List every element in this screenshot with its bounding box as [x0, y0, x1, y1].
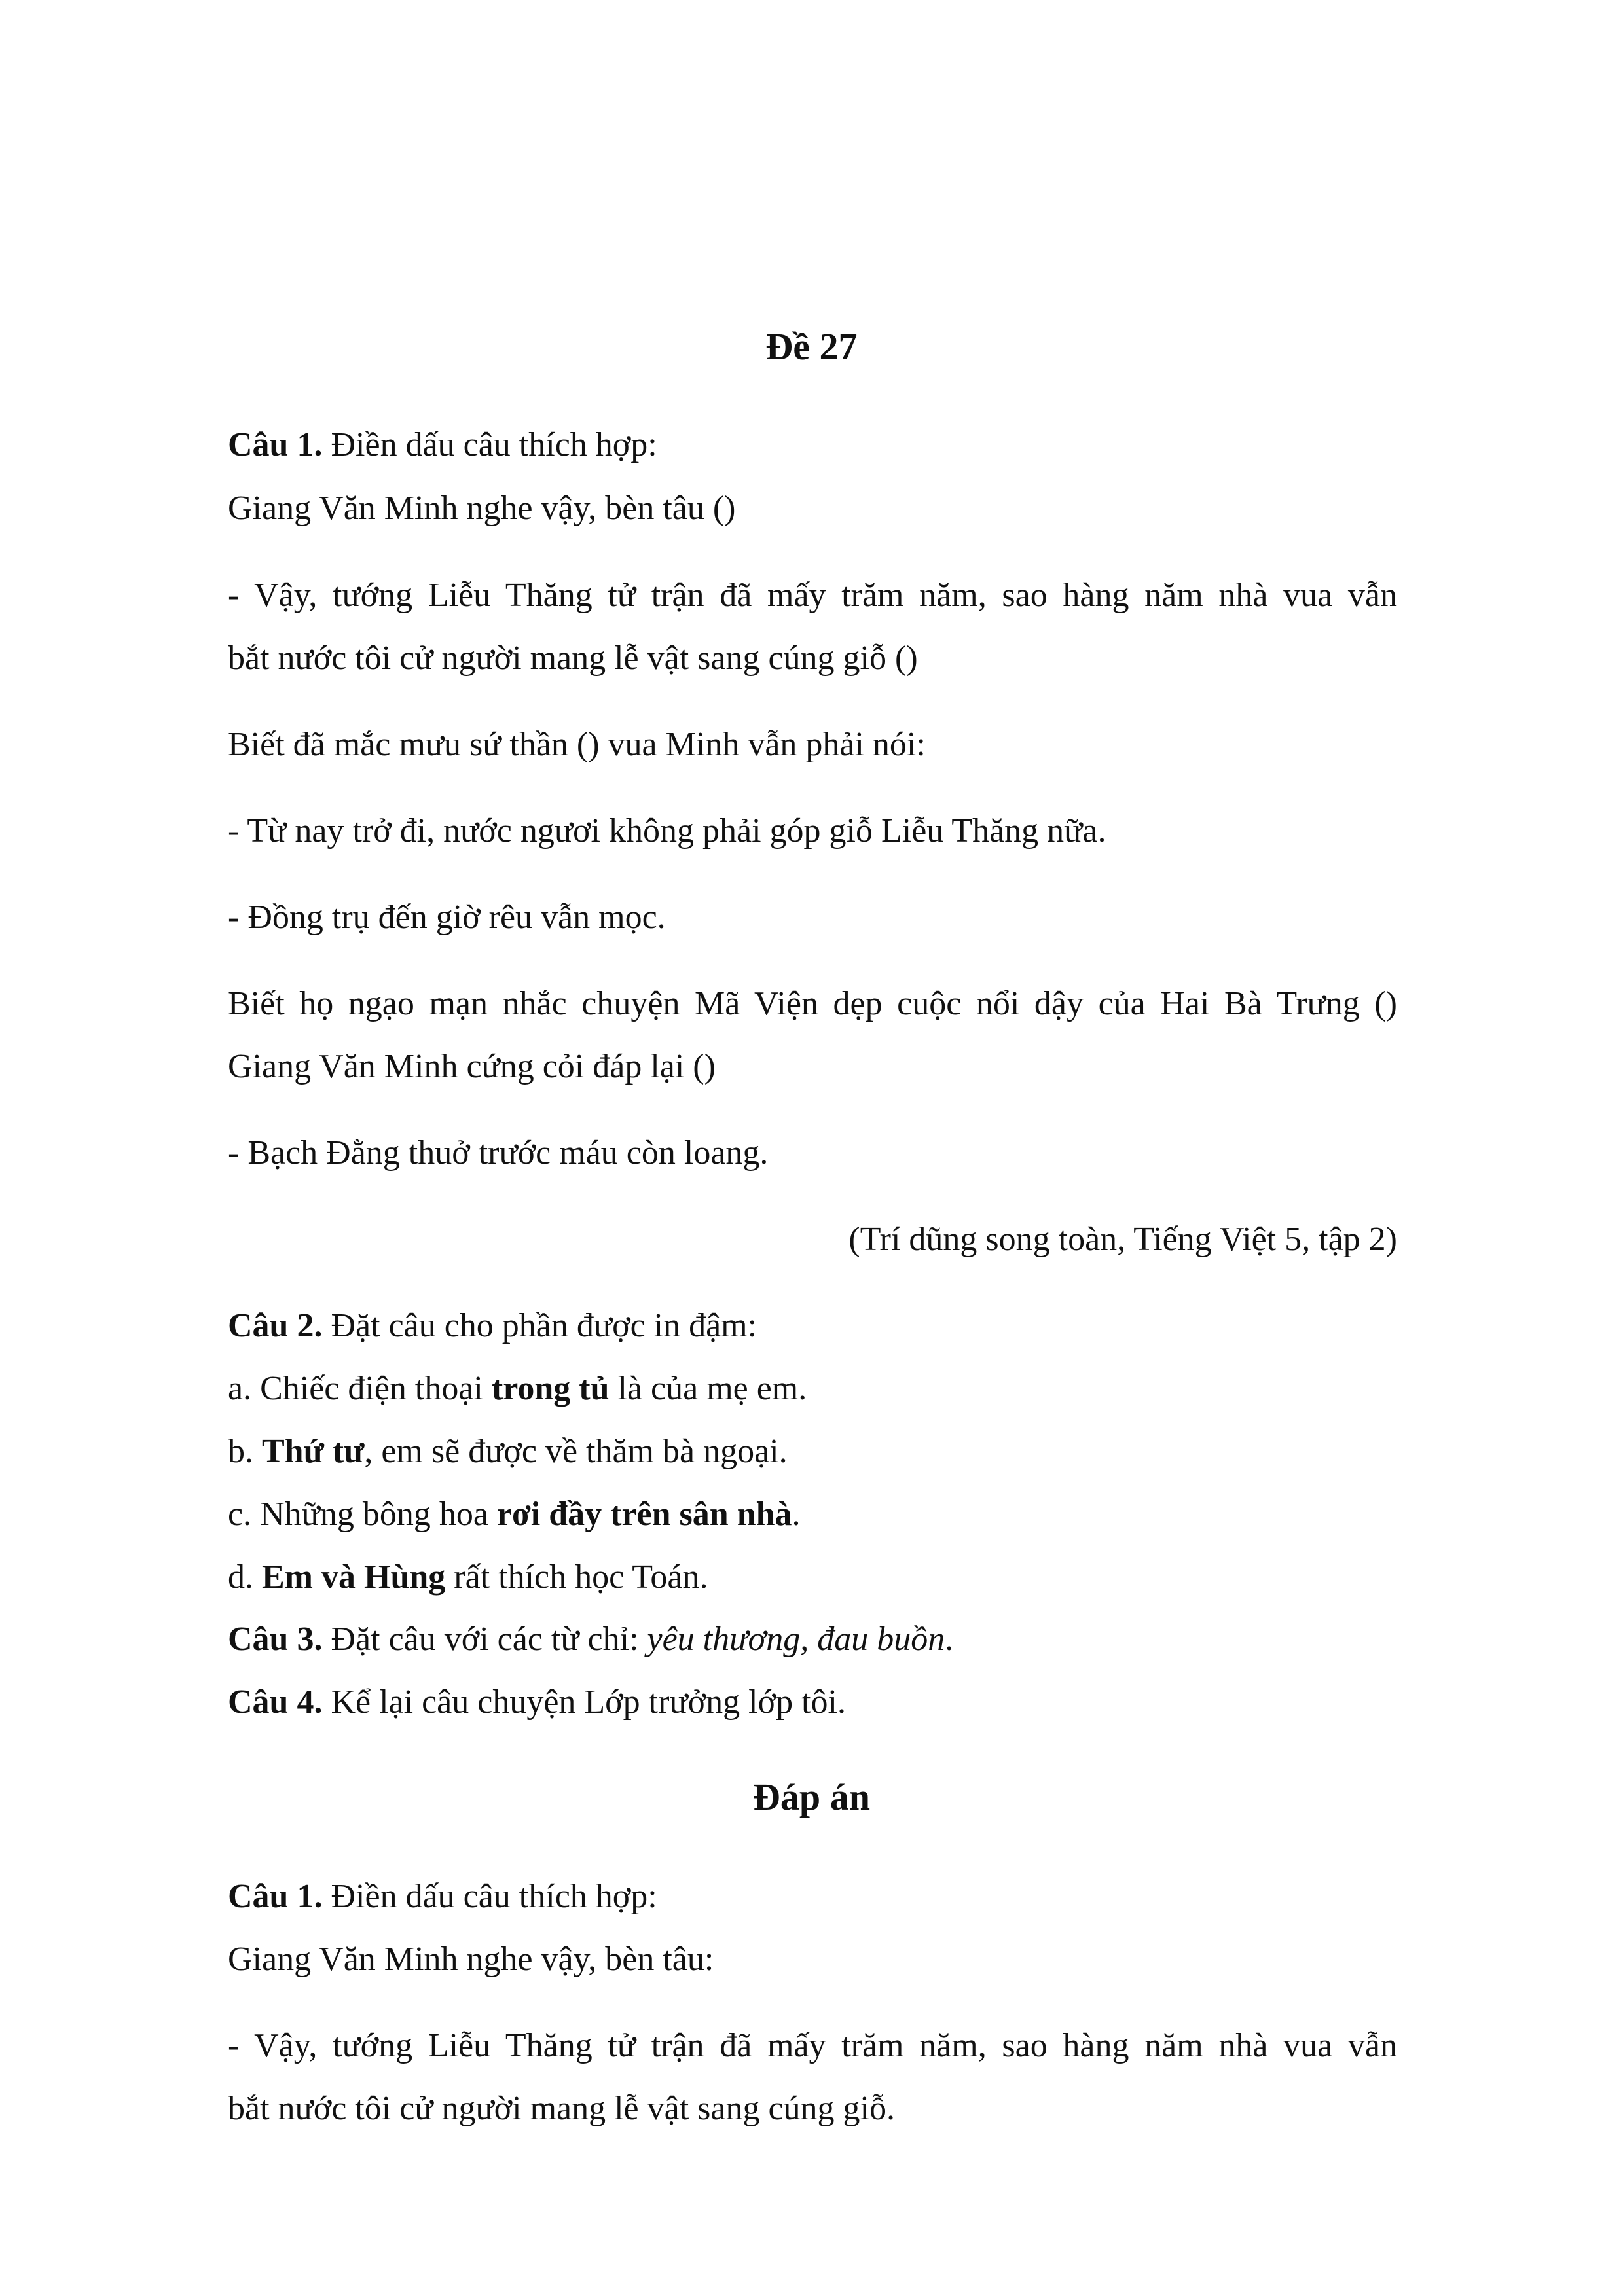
- q1-label: Câu 1.: [228, 426, 323, 463]
- q1-line: Giang Văn Minh cứng cỏi đáp lại (): [228, 1048, 716, 1085]
- exam-title: Đề 27: [765, 325, 858, 368]
- q2-item-b: b. Thứ tư, em sẽ được về thăm bà ngoại.: [228, 1433, 788, 1470]
- q4-label: Câu 4.: [228, 1683, 323, 1721]
- q1-line: Biết đã mắc mưu sứ thần () vua Minh vẫn phải nói:: [228, 726, 926, 763]
- q1-source: (Trí dũng song toàn, Tiếng Việt 5, tập 2): [848, 1221, 1397, 1258]
- q1-line: - Vậy, tướng Liễu Thăng tử trận đã mấy trăm năm, sao hàng năm nhà vua vẫn: [228, 577, 1397, 614]
- q2-heading: [228, 1305, 757, 1347]
- q2-item-a: a. Chiếc điện thoại trong tủ là của mẹ em.: [228, 1370, 807, 1407]
- q3-label: Câu 3.: [228, 1621, 323, 1658]
- q1-line: - Từ nay trở đi, nước ngươi không phải góp giỗ Liễu Thăng nữa.: [228, 812, 1106, 850]
- answer-q1-line: bắt nước tôi cử người mang lễ vật sang cúng giỗ.: [228, 2090, 896, 2127]
- answer-q1-line: - Vậy, tướng Liễu Thăng tử trận đã mấy trăm năm, sao hàng năm nhà vua vẫn: [228, 2027, 1397, 2064]
- q2-label: Câu 2.: [228, 1307, 323, 1344]
- answers-title: Đáp án: [753, 1776, 870, 1818]
- q1-line: - Đồng trụ đến giờ rêu vẫn mọc.: [228, 899, 666, 936]
- q2-prompt: Đặt câu cho phần được in đậm:: [331, 1307, 757, 1344]
- answer-q1-label: Câu 1.: [228, 1878, 323, 1915]
- q1-heading: [228, 424, 657, 466]
- q1-line: Giang Văn Minh nghe vậy, bèn tâu (): [228, 490, 736, 527]
- q1-line: - Bạch Đằng thuở trước máu còn loang.: [228, 1134, 769, 1172]
- q3-words: yêu thương, đau buồn: [647, 1621, 945, 1658]
- answer-q1-line: Giang Văn Minh nghe vậy, bèn tâu:: [228, 1941, 714, 1978]
- answer-q1-heading: Câu 1. Điền dấu câu thích hợp:: [228, 1878, 657, 1915]
- q1-prompt: Điền dấu câu thích hợp:: [331, 426, 657, 463]
- q1-line: bắt nước tôi cử người mang lễ vật sang cúng giỗ (): [228, 639, 918, 677]
- q2-item-c: c. Những bông hoa rơi đầy trên sân nhà.: [228, 1496, 801, 1533]
- q1-line: Biết họ ngạo mạn nhắc chuyện Mã Viện dẹp cuộc nổi dậy của Hai Bà Trưng (): [228, 985, 1397, 1022]
- q2-item-d: d. Em và Hùng rất thích học Toán.: [228, 1558, 708, 1596]
- q4-line: Câu 4. Kể lại câu chuyện Lớp trưởng lớp tôi.: [228, 1683, 846, 1721]
- q3-line: Câu 3. Đặt câu với các từ chỉ: yêu thương, đau buồn.: [228, 1621, 954, 1658]
